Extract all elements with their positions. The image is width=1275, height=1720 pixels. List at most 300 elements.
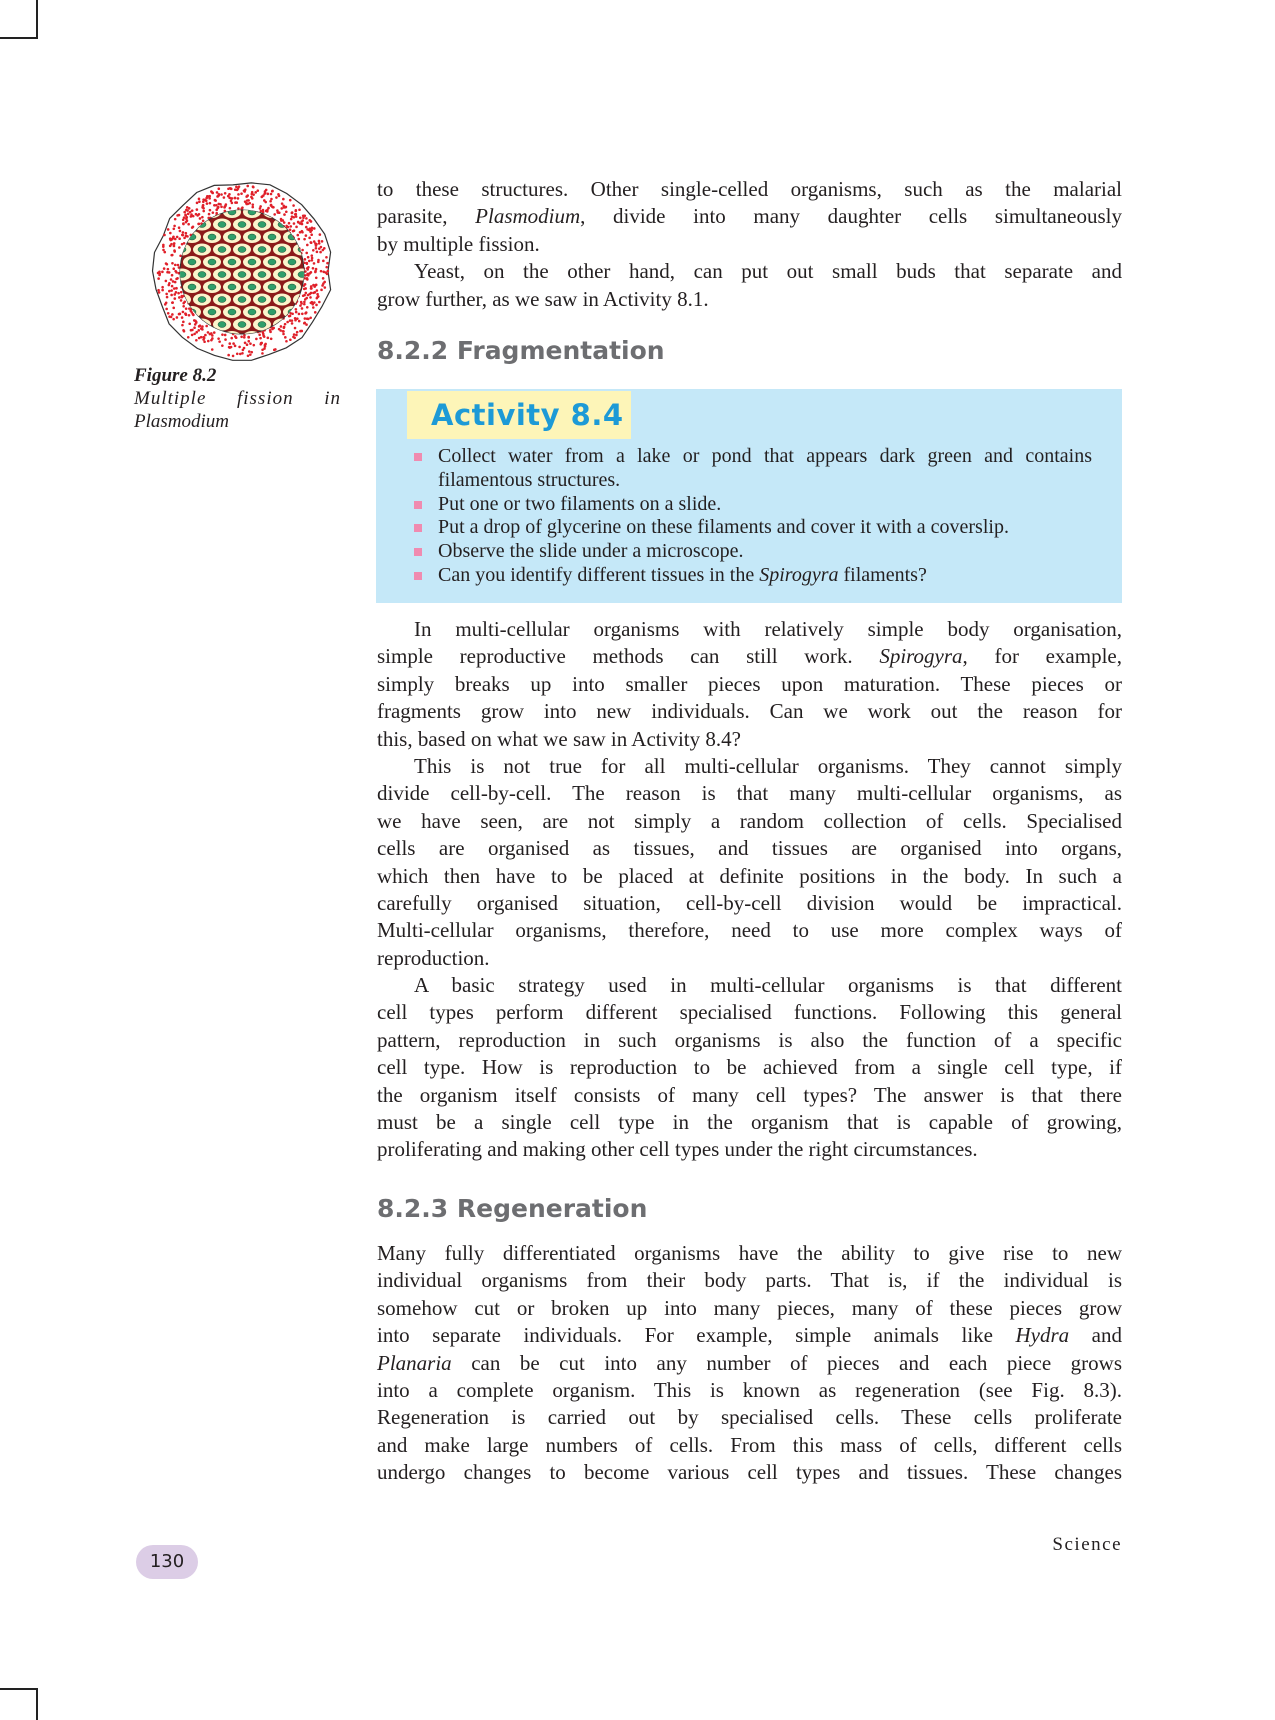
red-dot <box>173 225 176 228</box>
red-dot <box>179 313 182 316</box>
red-dot <box>320 246 323 249</box>
red-dot <box>261 352 264 355</box>
red-dot <box>196 208 199 211</box>
red-dot <box>298 208 301 211</box>
red-dot <box>285 340 288 343</box>
red-dot <box>211 337 214 340</box>
activity-item-text: Collect water from a lake or pond that appears dark green and contains filamentous structures. <box>438 445 1092 491</box>
red-dot <box>248 350 251 353</box>
red-dot <box>265 210 268 213</box>
red-dot <box>173 287 176 290</box>
red-dot <box>301 223 304 226</box>
nucleus <box>208 284 216 290</box>
red-dot <box>314 242 317 245</box>
red-dot <box>157 277 160 280</box>
red-dot <box>185 216 188 219</box>
red-dot <box>315 247 318 250</box>
red-dot <box>235 201 238 204</box>
figure-caption <box>134 364 341 433</box>
red-dot <box>182 321 185 324</box>
red-dot <box>186 219 189 222</box>
red-dot <box>217 206 220 209</box>
red-dot <box>181 234 184 237</box>
red-dot <box>313 227 316 230</box>
red-dot <box>314 311 317 314</box>
text-line: simply breaks up into smaller pieces upon maturation. These pieces or <box>377 671 1122 696</box>
red-dot <box>300 302 303 305</box>
red-dot <box>227 195 230 198</box>
red-dot <box>170 289 173 292</box>
nucleus <box>218 272 226 278</box>
red-dot <box>295 311 298 314</box>
red-dot <box>308 260 311 263</box>
red-dot <box>249 353 252 356</box>
red-dot <box>193 333 196 336</box>
text-line: by multiple fission. <box>377 231 540 256</box>
red-dot <box>325 266 328 269</box>
red-dot <box>280 207 283 210</box>
red-dot <box>308 237 311 240</box>
red-dot <box>182 311 185 314</box>
text-line: into separate individuals. For example, simple animals like Hydra and <box>377 1323 1123 1348</box>
nucleus <box>278 297 286 303</box>
nucleus <box>238 297 246 303</box>
intro-text <box>377 176 1122 313</box>
nucleus <box>258 222 266 228</box>
red-dot <box>326 262 329 265</box>
red-dot <box>237 207 240 210</box>
red-dot <box>282 333 285 336</box>
nucleus <box>208 309 216 315</box>
red-dot <box>182 222 185 225</box>
red-dot <box>229 207 232 210</box>
red-dot <box>204 334 207 337</box>
red-dot <box>312 306 315 309</box>
book-title: Science <box>1052 1534 1122 1555</box>
red-dot <box>320 289 323 292</box>
nucleus <box>228 259 236 265</box>
red-dot <box>283 326 286 329</box>
red-dot <box>261 331 264 334</box>
red-dot <box>310 241 313 244</box>
red-dot <box>182 305 185 308</box>
red-dot <box>220 193 223 196</box>
page-number: 130 <box>136 1545 198 1579</box>
red-dot <box>301 249 304 252</box>
red-dot <box>281 202 284 205</box>
red-dot <box>274 348 277 351</box>
red-dot <box>191 334 194 337</box>
nucleus <box>228 309 236 315</box>
red-dot <box>172 318 175 321</box>
red-dot <box>223 206 226 209</box>
red-dot <box>258 333 261 336</box>
red-dot <box>224 338 227 341</box>
red-dot <box>304 258 307 261</box>
text-line: to these structures. Other single-celled organisms, such as the malarial <box>377 177 1122 201</box>
red-dot <box>317 295 320 298</box>
red-dot <box>307 294 310 297</box>
activity-item <box>414 445 1092 493</box>
red-dot <box>178 214 181 217</box>
red-dot <box>185 232 188 235</box>
red-dot <box>165 308 168 311</box>
red-dot <box>207 340 210 343</box>
red-dot <box>284 336 287 339</box>
red-dot <box>161 271 164 274</box>
red-dot <box>202 198 205 201</box>
red-dot <box>211 348 214 351</box>
red-dot <box>167 228 170 231</box>
text-line: Multi-cellular organisms, therefore, need to use more complex ways of <box>377 918 1122 943</box>
red-dot <box>176 236 179 239</box>
red-dot <box>309 296 312 299</box>
red-dot <box>312 267 315 270</box>
red-dot <box>305 311 308 314</box>
square-bullet-icon <box>414 453 422 461</box>
red-dot <box>188 314 191 317</box>
text-line: parasite, Plasmodium, divide into many daughter cells simultaneously <box>377 204 1122 229</box>
red-dot <box>296 331 299 334</box>
red-dot <box>170 294 173 297</box>
text-line: Yeast, on the other hand, can put out small buds that separate and <box>414 259 1122 284</box>
red-dot <box>173 245 176 248</box>
red-dot <box>167 268 170 271</box>
square-bullet-icon <box>414 572 422 580</box>
red-dot <box>266 193 269 196</box>
text-line: this, based on what we saw in Activity 8.4? <box>377 726 741 751</box>
red-dot <box>259 205 262 208</box>
red-dot <box>201 216 204 219</box>
red-dot <box>173 242 176 245</box>
red-dot <box>162 249 165 252</box>
red-dot <box>171 262 174 265</box>
red-dot <box>311 257 314 260</box>
red-dot <box>307 266 310 269</box>
red-dot <box>303 288 306 291</box>
daughter-cell <box>313 319 331 331</box>
red-dot <box>239 353 242 356</box>
red-dot <box>306 306 309 309</box>
red-dot <box>289 225 292 228</box>
red-dot <box>234 345 237 348</box>
red-dot <box>293 222 296 225</box>
red-dot <box>294 317 297 320</box>
red-dot <box>297 221 300 224</box>
plasmodium-multiple-fission-figure <box>150 178 334 364</box>
red-dot <box>176 316 179 319</box>
red-dot <box>316 289 319 292</box>
red-dot <box>207 331 210 334</box>
red-dot <box>315 276 318 279</box>
red-dot <box>213 331 216 334</box>
red-dot <box>173 249 176 252</box>
red-dot <box>293 333 296 336</box>
red-dot <box>178 226 181 229</box>
red-dot <box>253 344 256 347</box>
red-dot <box>291 322 294 325</box>
text-line: the organism itself consists of many cell types? The answer is that there <box>377 1082 1122 1107</box>
activity-box <box>376 389 1122 603</box>
red-dot <box>220 206 223 209</box>
red-dot <box>227 354 230 357</box>
nucleus <box>188 284 196 290</box>
activity-item-text: Can you identify different tissues in the Spirogyra filaments? <box>438 563 927 586</box>
red-dot <box>312 284 315 287</box>
red-dot <box>174 218 177 221</box>
nucleus <box>248 234 256 240</box>
red-dot <box>168 271 171 274</box>
text-line: A basic strategy used in multi-cellular organisms is that different <box>414 973 1122 998</box>
section-heading-regeneration: 8.2.3 Regeneration <box>377 1194 648 1223</box>
activity-list <box>414 445 1092 588</box>
red-dot <box>221 333 224 336</box>
red-dot <box>240 335 243 338</box>
red-dot <box>191 209 194 212</box>
text-line: Many fully differentiated organisms have the ability to give rise to new <box>377 1241 1122 1265</box>
red-dot <box>272 327 275 330</box>
red-dot <box>297 238 300 241</box>
red-dot <box>263 199 266 202</box>
red-dot <box>164 303 167 306</box>
red-dot <box>174 281 177 284</box>
nucleus <box>198 297 206 303</box>
red-dot <box>270 193 273 196</box>
text-line: pattern, reproduction in such organisms is also the function of a specific <box>377 1027 1122 1052</box>
red-dot <box>198 337 201 340</box>
red-dot <box>174 264 177 267</box>
red-dot <box>217 337 220 340</box>
red-dot <box>306 262 309 265</box>
red-dot <box>315 284 318 287</box>
text-line: reproduction. <box>377 945 490 970</box>
red-dot <box>296 234 299 237</box>
red-dot <box>247 340 250 343</box>
red-dot <box>182 231 185 234</box>
red-dot <box>183 211 186 214</box>
red-dot <box>276 209 279 212</box>
red-dot <box>312 249 315 252</box>
red-dot <box>183 237 186 240</box>
red-dot <box>312 292 315 295</box>
red-dot <box>205 197 208 200</box>
red-dot <box>310 233 313 236</box>
red-dot <box>197 223 200 226</box>
red-dot <box>216 191 219 194</box>
red-dot <box>269 329 272 332</box>
red-dot <box>251 203 254 206</box>
red-dot <box>192 225 195 228</box>
red-dot <box>322 277 325 280</box>
nucleus <box>248 284 256 290</box>
red-dot <box>223 196 226 199</box>
red-dot <box>175 291 178 294</box>
red-dot <box>186 235 189 238</box>
red-dot <box>175 271 178 274</box>
red-dot <box>170 243 173 246</box>
red-dot <box>303 322 306 325</box>
red-dot <box>244 342 247 345</box>
red-dot <box>243 347 246 350</box>
nucleus <box>308 334 316 340</box>
red-dot <box>311 227 314 230</box>
red-dot <box>314 270 317 273</box>
red-dot <box>311 259 314 262</box>
red-dot <box>209 333 212 336</box>
nucleus <box>198 272 206 278</box>
red-dot <box>291 211 294 214</box>
red-dot <box>212 211 215 214</box>
nucleus <box>208 259 216 265</box>
red-dot <box>202 205 205 208</box>
red-dot <box>309 316 312 319</box>
red-dot <box>157 289 160 292</box>
nucleus <box>268 284 276 290</box>
nucleus <box>278 272 286 278</box>
red-dot <box>262 209 265 212</box>
red-dot <box>208 197 211 200</box>
red-dot <box>251 191 254 194</box>
red-dot <box>304 317 307 320</box>
red-dot <box>235 336 238 339</box>
red-dot <box>216 195 219 198</box>
red-dot <box>315 304 318 307</box>
fragmentation-text <box>377 616 1122 1164</box>
nucleus <box>248 259 256 265</box>
figure-caption-line: Multiple fission in <box>134 388 341 409</box>
red-dot <box>310 287 313 290</box>
red-dot <box>310 220 313 223</box>
red-dot <box>158 272 161 275</box>
red-dot <box>275 196 278 199</box>
nucleus <box>198 247 206 253</box>
text-line: grow further, as we saw in Activity 8.1. <box>377 286 709 311</box>
section-heading-fragmentation: 8.2.2 Fragmentation <box>377 336 665 365</box>
text-line: somehow cut or broken up into many pieces, many of these pieces grow <box>377 1295 1122 1320</box>
red-dot <box>205 199 208 202</box>
red-dot <box>283 213 286 216</box>
red-dot <box>279 329 282 332</box>
red-dot <box>298 320 301 323</box>
red-dot <box>217 203 220 206</box>
nucleus <box>228 234 236 240</box>
red-dot <box>182 302 185 305</box>
red-dot <box>183 216 186 219</box>
red-dot <box>301 307 304 310</box>
text-line: which then have to be placed at definite positions in the body. In such a <box>377 863 1122 888</box>
red-dot <box>296 317 299 320</box>
red-dot <box>247 354 250 357</box>
red-dot <box>289 319 292 322</box>
red-dot <box>283 221 286 224</box>
nucleus <box>218 322 226 328</box>
regeneration-text <box>377 1240 1122 1487</box>
red-dot <box>270 204 273 207</box>
red-dot <box>324 286 327 289</box>
nucleus <box>238 222 246 228</box>
red-dot <box>198 325 201 328</box>
red-dot <box>250 351 253 354</box>
text-line: individual organisms from their body parts. That is, if the individual is <box>377 1268 1122 1293</box>
red-dot <box>249 342 252 345</box>
red-dot <box>171 313 174 316</box>
red-dot <box>299 330 302 333</box>
red-dot <box>255 338 258 341</box>
nucleus <box>208 234 216 240</box>
text-line: proliferating and making other cell types under the right circumstances. <box>377 1137 978 1162</box>
red-dot <box>322 271 325 274</box>
activity-title: Activity 8.4 <box>407 391 631 439</box>
red-dot <box>236 352 239 355</box>
red-dot <box>306 317 309 320</box>
red-dot <box>185 313 188 316</box>
red-dot <box>188 307 191 310</box>
red-dot <box>322 249 325 252</box>
red-dot <box>267 337 270 340</box>
nucleus <box>258 247 266 253</box>
red-dot <box>231 202 234 205</box>
figure-caption-line: Plasmodium <box>134 411 229 432</box>
red-dot <box>310 271 313 274</box>
red-dot <box>295 213 298 216</box>
red-dot <box>209 209 212 212</box>
nucleus <box>218 247 226 253</box>
red-dot <box>237 193 240 196</box>
red-dot <box>167 312 170 315</box>
nucleus <box>168 334 176 340</box>
red-dot <box>190 213 193 216</box>
red-dot <box>187 336 190 339</box>
red-dot <box>302 216 305 219</box>
red-dot <box>187 213 190 216</box>
red-dot <box>192 313 195 316</box>
red-dot <box>166 296 169 299</box>
red-dot <box>211 191 214 194</box>
red-dot <box>198 200 201 203</box>
red-dot <box>288 222 291 225</box>
red-dot <box>265 189 268 192</box>
red-dot <box>298 313 301 316</box>
square-bullet-icon <box>414 524 422 532</box>
red-dot <box>186 209 189 212</box>
red-dot <box>303 301 306 304</box>
red-dot <box>246 199 249 202</box>
red-dot <box>295 215 298 218</box>
red-dot <box>194 323 197 326</box>
red-dot <box>184 214 187 217</box>
red-dot <box>322 260 325 263</box>
red-dot <box>263 347 266 350</box>
nucleus <box>268 259 276 265</box>
red-dot <box>303 238 306 241</box>
red-dot <box>245 195 248 198</box>
red-dot <box>278 211 281 214</box>
red-dot <box>251 197 254 200</box>
red-dot <box>181 243 184 246</box>
red-dot <box>178 246 181 249</box>
red-dot <box>262 194 265 197</box>
red-dot <box>158 291 161 294</box>
red-dot <box>304 270 307 273</box>
crop-mark-bottom-left <box>0 1688 38 1720</box>
crop-mark-top-left <box>0 0 38 39</box>
nucleus <box>228 284 236 290</box>
red-dot <box>185 307 188 310</box>
red-dot <box>246 185 249 188</box>
red-dot <box>326 273 329 276</box>
red-dot <box>318 242 321 245</box>
red-dot <box>199 217 202 220</box>
